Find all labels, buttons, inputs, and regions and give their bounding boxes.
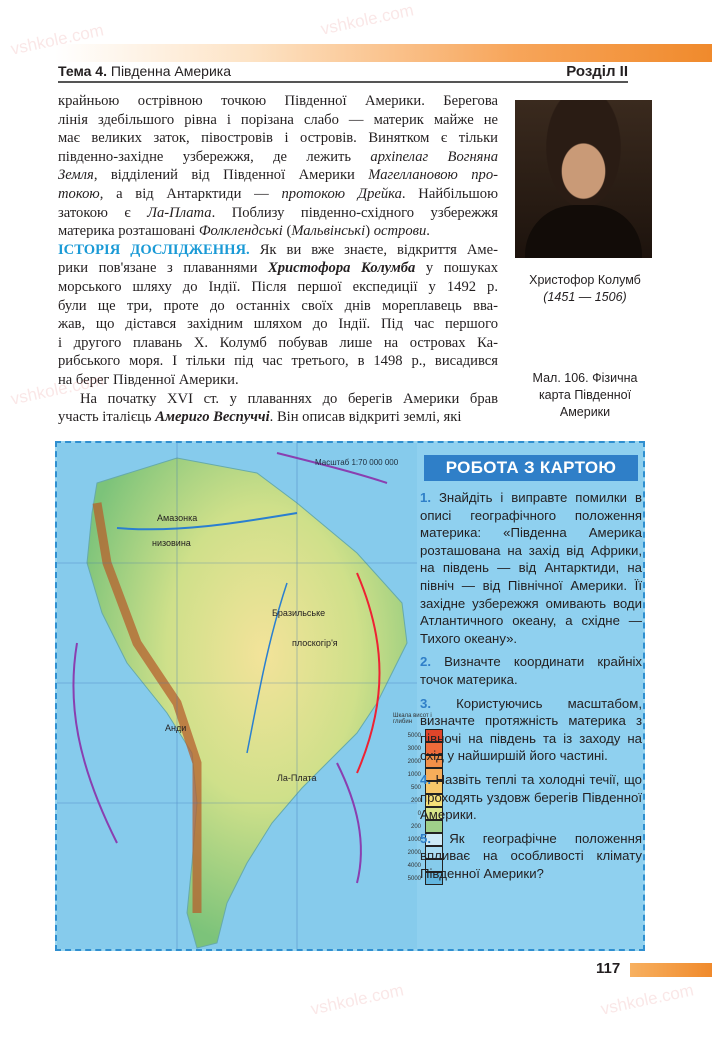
portrait-name: Христофор Колумб (529, 273, 641, 287)
map-task (420, 695, 642, 765)
map-task (420, 771, 642, 824)
map-task (420, 489, 642, 647)
figure-caption (505, 370, 665, 421)
text-line (58, 166, 498, 185)
task-number: 4. (420, 771, 431, 787)
text-segment: ( (282, 223, 292, 240)
text-line (58, 352, 498, 371)
legend-value: 1000 (407, 836, 421, 843)
section-label: Розділ II (566, 63, 628, 80)
text-segment: Мальвінські (291, 223, 366, 240)
legend-value: 0 (417, 810, 421, 817)
text-segment: у пошуках (415, 260, 498, 277)
legend-title: Шкала висот і глибин (393, 713, 432, 725)
topic-title: Південна Америка (110, 63, 231, 79)
section-heading: ІСТОРІЯ ДОСЛІДЖЕННЯ. (58, 241, 250, 258)
legend-value: 2000 (407, 758, 421, 765)
text-segment: Як ви вже знаєте, відкриття Аме- (249, 241, 498, 258)
task-number: 1. (420, 490, 431, 505)
text-segment: Магеллановою про- (368, 167, 499, 184)
text-line (58, 204, 498, 223)
text-segment: жав, що дістався західним шляхом до Індії. Під час першого (58, 316, 498, 333)
map-label: Ла-Плата (277, 773, 317, 783)
legend-value: 1000 (407, 771, 421, 778)
watermark: vshkole.com (308, 980, 406, 1019)
text-line (58, 297, 498, 316)
map-label: плоскогір'я (292, 638, 338, 648)
map-label: Амазонка (157, 513, 198, 523)
text-segment: Христофора Колумба (268, 260, 416, 277)
text-segment: острови (373, 223, 427, 240)
task-text: Визначте координати крайніх точок материка. (420, 654, 643, 687)
text-line (58, 315, 498, 334)
text-segment: На початку XVI ст. у плаваннях до берегів Америки брав (80, 390, 498, 407)
text-segment: були ще три, проте до останніх своїх днів мореплавець вва- (58, 297, 498, 314)
task-text: Користуючись масштабом, визначте протяжність материка з півночі на південь та із заходу на схід у найширшій його частині. (420, 695, 642, 764)
watermark: vshkole.com (598, 980, 696, 1019)
legend-value: 200 (410, 823, 421, 830)
columbus-portrait (515, 100, 652, 258)
text-segment: . Найбільшою (401, 185, 498, 202)
text-segment: Ла-Плата (147, 204, 212, 221)
text-segment: , відділений від Південної Америки (93, 167, 369, 184)
header-band (55, 44, 712, 62)
task-number: 5. (420, 830, 431, 846)
text-segment: . Він описав відкриті землі, які (269, 409, 462, 426)
figure-caption-line: карта Південної (538, 388, 632, 402)
portrait-years: (1451 — 1506) (543, 290, 627, 304)
text-segment: Фолклендські (198, 223, 283, 240)
text-segment: материка розташовані (58, 223, 199, 240)
text-line (58, 129, 498, 148)
body-text (58, 92, 498, 427)
text-segment: . (426, 223, 430, 240)
text-line (58, 92, 498, 111)
topic-label: Тема 4. (58, 63, 107, 79)
text-line (58, 148, 498, 167)
text-segment: Америго Веспуччі (155, 409, 270, 426)
map-task (420, 830, 642, 883)
watermark: vshkole.com (318, 0, 416, 39)
text-segment: протокою Дрейка (281, 185, 402, 202)
map-label: низовина (152, 538, 191, 548)
map-label: Бразильське (272, 608, 326, 618)
text-segment: і другого плавань Х. Колумб побував лише на островах Ка- (58, 334, 498, 351)
text-segment: затокою є (58, 204, 148, 221)
watermark: vshkole.com (8, 20, 106, 59)
task-text: Як географічне положення впливає на особливості клімату Південної Америки? (420, 830, 642, 881)
legend-value: 4000 (407, 862, 421, 869)
text-line (58, 334, 498, 353)
text-segment: крайньою острівною точкою Південної Америки. Берегова (58, 93, 498, 109)
text-line (58, 278, 498, 297)
page-header (58, 63, 628, 83)
map-scale: Масштаб 1:70 000 000 (315, 458, 399, 467)
portrait-caption (505, 272, 665, 306)
text-segment: південно-західне узбережжя, де лежить (58, 148, 371, 165)
legend-value: 5000 (407, 732, 421, 739)
page-number: 117 (596, 960, 621, 977)
text-line (58, 222, 498, 241)
legend-value: 5000 (407, 875, 421, 882)
text-segment: має великих заток, півостровів і островів. Винятком є тільки (58, 130, 498, 147)
map-label: Анди (165, 723, 187, 733)
text-line (58, 185, 498, 204)
map-work-panel (420, 455, 642, 888)
figure-caption-line: Америки (559, 405, 611, 419)
page-number-bar (630, 963, 712, 977)
task-text: Знайдіть і виправте помилки в описі географічного положення материка: «Південна Америка розташована на захід від Африки, на південь — від Антарктиди, на північ — від Північної Америки. Її західне узбережжя омивають води Атлантичного океану, а східне — Тихого океану». (420, 490, 642, 646)
watermark: vshkole.com (8, 370, 106, 409)
legend-value: 2000 (407, 849, 421, 856)
text-segment: . Поблизу південно-східного узбережжя (211, 204, 498, 221)
text-segment: токою (58, 185, 100, 202)
text-segment: морського шляху до Індії. Після першої експедиції у 1492 р. (58, 278, 498, 295)
text-line (58, 390, 498, 409)
text-line (58, 408, 498, 427)
panel-title: РОБОТА З КАРТОЮ (424, 455, 638, 481)
text-line (58, 259, 498, 278)
text-segment: Земля (58, 167, 94, 184)
figure-caption-line: Мал. 106. Фізична (532, 371, 638, 385)
text-segment: архіпелаг Вогняна (370, 148, 499, 165)
text-line (58, 241, 498, 260)
text-segment: , а від Антарктиди — (99, 185, 282, 202)
task-text: Назвіть теплі та холодні течії, що проходять уздовж берегів Південної Америки. (420, 771, 642, 823)
text-line (58, 371, 498, 390)
text-segment: рики пов'язане з плаваннями (58, 260, 269, 277)
text-segment: на берег Південної Америки. (58, 371, 239, 388)
text-segment: ) (365, 223, 374, 240)
legend-value: 500 (410, 784, 421, 791)
text-segment: участь італієць (58, 409, 156, 426)
map-task (420, 653, 642, 688)
text-line (58, 111, 498, 130)
task-number: 2. (420, 654, 431, 670)
text-segment: лінія здебільшого рівна і порізана слабо — материк майже не (58, 111, 498, 128)
task-number: 3. (420, 695, 431, 711)
text-segment: рибського моря. І тільки під час третього, в 1498 р., висадився (58, 353, 498, 370)
legend-value: 200 (410, 797, 421, 804)
legend-value: 3000 (407, 745, 421, 752)
